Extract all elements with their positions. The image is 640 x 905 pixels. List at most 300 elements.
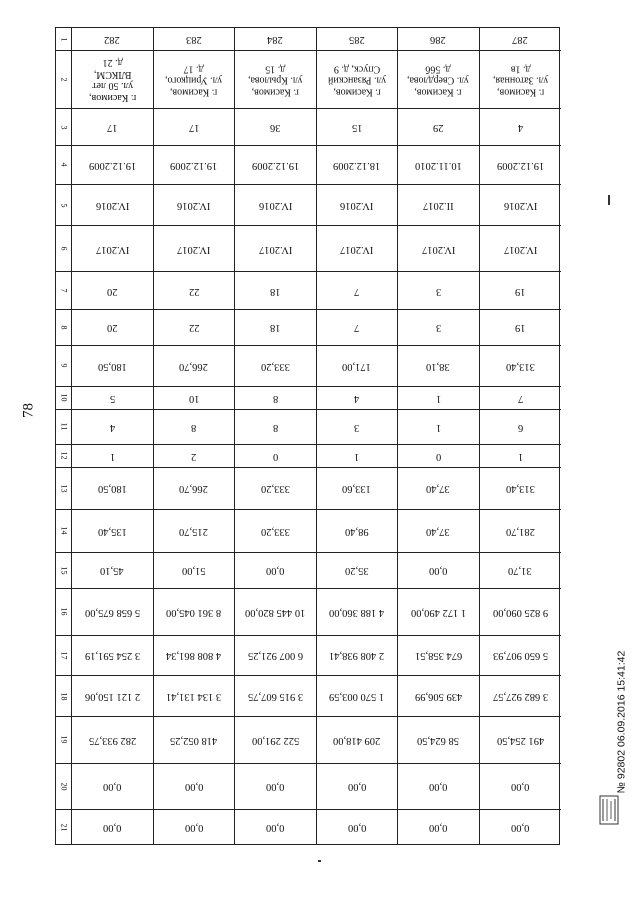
table-cell [317, 185, 398, 226]
table-cell [398, 185, 479, 226]
table-cell [154, 589, 235, 636]
table-cell [398, 272, 479, 309]
table-cell [317, 468, 398, 510]
cell-value: II.2017 [422, 200, 454, 212]
table-cell [154, 410, 235, 445]
cell-value: 35,20 [344, 565, 369, 577]
cell-value: 333,20 [260, 525, 290, 537]
cell-value: 2 [191, 450, 197, 462]
table-cell [480, 146, 562, 186]
cell-value: 1 570 003,59 [329, 691, 385, 703]
column-number [56, 676, 71, 717]
table-cell [235, 589, 316, 636]
column-number [56, 410, 71, 445]
table-cell [317, 146, 398, 186]
cell-value: 7 [354, 285, 360, 297]
table-cell [72, 272, 153, 309]
table-cell [398, 676, 479, 717]
cell-value: 37,40 [426, 483, 451, 495]
column-number [56, 553, 71, 589]
cell-value: 10 [188, 392, 199, 404]
table-cell [235, 146, 316, 186]
cell-value: 171,00 [342, 360, 372, 372]
table-cell [154, 272, 235, 309]
cell-value: IV.2016 [177, 200, 211, 212]
table-cell [317, 636, 398, 677]
page-number: 78 [20, 403, 37, 418]
table-cell [317, 410, 398, 445]
table-cell [480, 109, 562, 145]
column-number [56, 51, 71, 109]
table-cell [72, 468, 153, 510]
cell-value: 282 933,75 [88, 734, 136, 746]
table-cell [398, 589, 479, 636]
table-cell [398, 636, 479, 677]
table-cell [398, 410, 479, 445]
column-number-text: 21 [59, 823, 68, 832]
table-cell [154, 676, 235, 717]
header-strip [56, 28, 72, 844]
column-number [56, 468, 71, 510]
cell-value: 18 [270, 322, 281, 334]
cell-value: 38,10 [426, 360, 451, 372]
table-cell [154, 445, 235, 468]
table-cell [235, 310, 316, 346]
table-cell [72, 109, 153, 145]
cell-value: 0,00 [266, 781, 285, 793]
table-cell [235, 226, 316, 273]
column-number-text: 6 [59, 246, 68, 251]
table-cell [235, 445, 316, 468]
table-cell [72, 810, 153, 844]
table-cell [72, 764, 153, 811]
cell-value: IV.2016 [503, 200, 537, 212]
table-cell [154, 553, 235, 589]
table-cell [72, 636, 153, 677]
cell-value: 215,70 [179, 525, 209, 537]
cell-value: 1 [435, 392, 441, 404]
cell-value: 0,00 [103, 781, 122, 793]
cell-value: 4 188 360,00 [329, 606, 385, 618]
table-cell [317, 445, 398, 468]
cell-value: 4 [109, 421, 115, 433]
table-cell [317, 310, 398, 346]
cell-value: 3 [354, 421, 360, 433]
cell-value: 180,50 [97, 483, 127, 495]
table-cell [154, 28, 235, 51]
table-cell [317, 553, 398, 589]
table-cell [317, 510, 398, 553]
column-number [56, 310, 71, 346]
cell-value: 20 [107, 322, 118, 334]
cell-value: 29 [433, 122, 444, 134]
table-cell [317, 51, 398, 109]
table-cell [235, 346, 316, 387]
cell-value: 3 134 131,41 [166, 691, 222, 703]
column-number [56, 185, 71, 226]
table-cell [235, 510, 316, 553]
cell-value: 45,10 [100, 565, 125, 577]
cell-value: 209 418,00 [333, 734, 381, 746]
cell-value: 19.12.2009 [496, 159, 544, 171]
table-cell [235, 676, 316, 717]
cell-value: 3 [435, 322, 441, 334]
table-row [398, 28, 480, 844]
table-cell [72, 146, 153, 186]
table-cell [72, 676, 153, 717]
cell-value: IV.2017 [503, 243, 537, 255]
cell-value: 19.12.2009 [170, 159, 218, 171]
table-cell [317, 387, 398, 410]
cell-value: 31,70 [508, 565, 533, 577]
cell-value: 8 [191, 421, 197, 433]
cell-value: 5 650 907,93 [492, 650, 548, 662]
cell-value: 133,60 [342, 483, 372, 495]
cell-value: 37,40 [426, 525, 451, 537]
cell-value: 0,00 [347, 781, 366, 793]
table-cell [398, 717, 479, 764]
table-cell [72, 185, 153, 226]
table-cell [72, 589, 153, 636]
table-cell [72, 510, 153, 553]
cell-value: 18.12.2009 [333, 159, 381, 171]
cell-value: 180,50 [97, 360, 127, 372]
cell-value: 17 [107, 122, 118, 134]
cell-value: 266,70 [179, 483, 209, 495]
data-table [55, 27, 560, 845]
table-cell [72, 387, 153, 410]
cell-value: IV.2017 [177, 243, 211, 255]
table-cell [154, 51, 235, 109]
column-number-text: 5 [59, 203, 68, 207]
table-cell [480, 226, 562, 273]
table-cell [398, 510, 479, 553]
table-cell [480, 28, 562, 51]
cell-value: 3 254 591,19 [84, 650, 140, 662]
table-cell [317, 346, 398, 387]
cell-value: 15 [351, 122, 362, 134]
table-cell [317, 764, 398, 811]
cell-value: 9 825 090,00 [492, 606, 548, 618]
table-cell [235, 810, 316, 844]
table-cell [480, 346, 562, 387]
seal-icon [598, 795, 620, 825]
table-cell [398, 764, 479, 811]
table-cell [72, 346, 153, 387]
cell-value: 18 [270, 285, 281, 297]
cell-value: IV.2017 [258, 243, 292, 255]
table-row [235, 28, 317, 844]
table-row [317, 28, 399, 844]
cell-value: 2 408 938,41 [329, 650, 385, 662]
cell-value: 22 [188, 322, 199, 334]
column-number [56, 636, 71, 677]
cell-value: 98,40 [344, 525, 369, 537]
table-cell [154, 146, 235, 186]
column-number [56, 717, 71, 764]
cell-value: 287 [512, 34, 529, 46]
column-number-text: 3 [59, 125, 68, 129]
column-number [56, 146, 71, 186]
cell-value: 0,00 [266, 565, 285, 577]
table-cell [317, 272, 398, 309]
cell-value: 3 915 607,75 [247, 691, 303, 703]
column-number-text: 13 [59, 484, 68, 493]
column-number-text: 14 [59, 526, 68, 535]
table-cell [235, 764, 316, 811]
table-cell [480, 810, 562, 844]
column-number [56, 109, 71, 145]
cell-value: 3 [435, 285, 441, 297]
table-cell [235, 553, 316, 589]
column-number-text: 10 [59, 393, 68, 402]
table-cell [480, 764, 562, 811]
cell-value: 5 [109, 392, 115, 404]
cell-value: 1 172 490,00 [410, 606, 466, 618]
cell-value: 285 [348, 34, 365, 46]
cell-value: 4 [517, 122, 523, 134]
cell-value: 2 121 150,06 [84, 691, 140, 703]
cell-value: 19.12.2009 [88, 159, 136, 171]
table-cell [398, 51, 479, 109]
cell-value: 20 [107, 285, 118, 297]
cell-value: 8 [272, 392, 278, 404]
address-text: г. Касимов, ул. Свердлова, д. 56б [407, 63, 470, 98]
cell-value: 491 254,50 [496, 734, 544, 746]
column-number [56, 764, 71, 811]
table-cell [480, 310, 562, 346]
table-cell [480, 272, 562, 309]
table-cell [398, 810, 479, 844]
column-number-text: 20 [59, 782, 68, 791]
column-number-text: 9 [59, 363, 68, 368]
column-number [56, 387, 71, 410]
table-cell [317, 676, 398, 717]
table-cell [480, 553, 562, 589]
table-cell [72, 445, 153, 468]
cell-value: 19.12.2009 [251, 159, 299, 171]
table-cell [72, 717, 153, 764]
cell-value: 0,00 [347, 822, 366, 834]
column-number-text: 19 [59, 735, 68, 744]
cell-value: 0,00 [429, 781, 448, 793]
cell-value: 284 [267, 34, 284, 46]
table-cell [398, 553, 479, 589]
table-cell [72, 28, 153, 51]
table-cell [317, 589, 398, 636]
cell-value: IV.2017 [340, 243, 374, 255]
cell-value: 7 [517, 392, 523, 404]
table-cell [480, 387, 562, 410]
cell-value: 4 808 861,34 [166, 650, 222, 662]
cell-value: 0,00 [511, 822, 530, 834]
table-cell [398, 28, 479, 51]
cell-value: 522 291,00 [251, 734, 299, 746]
table-cell [235, 410, 316, 445]
table-cell [317, 717, 398, 764]
table-cell [480, 510, 562, 553]
table-cell [398, 109, 479, 145]
table-cell [154, 468, 235, 510]
table-cell [72, 553, 153, 589]
cell-value: IV.2016 [258, 200, 292, 212]
table-cell [154, 387, 235, 410]
table-cell [480, 676, 562, 717]
cell-value: IV.2016 [340, 200, 374, 212]
cell-value: 1 [435, 421, 441, 433]
column-number-text: 18 [59, 692, 68, 701]
cell-value: 19 [515, 322, 526, 334]
column-number [56, 589, 71, 636]
cell-value: 282 [104, 34, 121, 46]
column-number [56, 510, 71, 553]
column-number [56, 226, 71, 273]
cell-value: 6 [517, 421, 523, 433]
table-cell [235, 28, 316, 51]
cell-value: 0,00 [511, 781, 530, 793]
column-number-text: 1 [59, 37, 68, 42]
column-number-text: 7 [59, 288, 68, 293]
table-cell [480, 589, 562, 636]
cell-value: 0,00 [103, 822, 122, 834]
table-cell [398, 387, 479, 410]
cell-value: 10.11.2010 [414, 159, 462, 171]
table-cell [154, 717, 235, 764]
table-cell [235, 51, 316, 109]
column-number-text: 12 [59, 451, 68, 460]
table-cell [235, 636, 316, 677]
address-text: г. Касимов, ул. 50 лет ВЛКСМ, д. 21 [88, 57, 136, 103]
table-cell [154, 346, 235, 387]
stamp-text: № 92802 06.09.2016 15:41:42 [615, 650, 628, 794]
column-number-text: 4 [59, 162, 68, 167]
cell-value: 6 007 921,25 [247, 650, 303, 662]
table-cell [72, 310, 153, 346]
cell-value: 22 [188, 285, 199, 297]
column-number-text: 16 [59, 607, 68, 616]
cell-value: 8 [272, 421, 278, 433]
table-cell [154, 764, 235, 811]
table-cell [72, 226, 153, 273]
cell-value: 0,00 [429, 565, 448, 577]
table-cell [317, 109, 398, 145]
cell-value: 0,00 [184, 822, 203, 834]
table-cell [480, 185, 562, 226]
table-cell [398, 310, 479, 346]
column-number-text: 17 [59, 651, 68, 660]
table-cell [235, 387, 316, 410]
address-text: г. Касимов, ул. Урицкого, д. 17 [165, 63, 223, 98]
cell-value: 58 624,50 [417, 734, 460, 746]
cell-value: 281,70 [505, 525, 535, 537]
column-number-text: 11 [58, 422, 68, 431]
cell-value: 10 445 820,00 [245, 606, 306, 618]
cell-value: 313,40 [505, 483, 535, 495]
table-cell [154, 510, 235, 553]
cell-value: 313,40 [505, 360, 535, 372]
table-cell [154, 310, 235, 346]
cell-value: 1 [517, 450, 523, 462]
table-cell [398, 146, 479, 186]
cell-value: 0 [272, 450, 278, 462]
table-cell [317, 226, 398, 273]
cell-value: 286 [430, 34, 447, 46]
cell-value: 418 052,25 [170, 734, 218, 746]
cell-value: 3 682 927,57 [492, 691, 548, 703]
table-cell [154, 185, 235, 226]
cell-value: 266,70 [179, 360, 209, 372]
cell-value: 7 [354, 322, 360, 334]
address-text: г. Касимов, ул. Затонная, д. 1в [492, 63, 548, 98]
table-cell [480, 410, 562, 445]
table-cell [480, 468, 562, 510]
column-number-text: 8 [59, 325, 68, 330]
table-cell [72, 51, 153, 109]
table-row [72, 28, 154, 844]
column-number-text: 2 [59, 77, 68, 82]
table-cell [317, 28, 398, 51]
cell-value: 4 [354, 392, 360, 404]
cell-value: 1 [109, 450, 115, 462]
table-cell [235, 185, 316, 226]
table-cell [480, 636, 562, 677]
cell-value: 0,00 [266, 822, 285, 834]
table-cell [235, 272, 316, 309]
cell-value: 283 [185, 34, 202, 46]
address-text: г. Касимов, ул. Крылова, д. 15 [248, 63, 303, 98]
column-number [56, 445, 71, 468]
column-number [56, 272, 71, 309]
table-cell [154, 226, 235, 273]
column-number [56, 28, 71, 51]
table-cell [235, 468, 316, 510]
cell-value: 0,00 [184, 781, 203, 793]
cell-value: IV.2016 [95, 200, 129, 212]
column-number [56, 346, 71, 387]
cell-value: 36 [270, 122, 281, 134]
table-cell [72, 410, 153, 445]
table-cell [398, 226, 479, 273]
cell-value: 0 [435, 450, 441, 462]
column-number-text: 15 [59, 566, 68, 575]
cell-value: IV.2017 [95, 243, 129, 255]
table-cell [235, 109, 316, 145]
cell-value: 5 658 675,00 [84, 606, 140, 618]
cell-value: 19 [515, 285, 526, 297]
cell-value: 333,20 [260, 483, 290, 495]
table-cell [480, 445, 562, 468]
table-cell [398, 468, 479, 510]
cell-value: 674 358,51 [414, 650, 462, 662]
table-cell [398, 445, 479, 468]
cell-value: 135,40 [97, 525, 127, 537]
cell-value: 8 361 045,00 [166, 606, 222, 618]
cell-value: 1 [354, 450, 360, 462]
table-cell [480, 51, 562, 109]
cell-value: 439 506,99 [414, 691, 462, 703]
table-cell [154, 109, 235, 145]
cell-value: 333,20 [260, 360, 290, 372]
table-cell [398, 346, 479, 387]
scan-mark [608, 195, 610, 205]
table-row [154, 28, 236, 844]
scan-mark [318, 860, 321, 862]
address-text: г. Касимов, ул. Рязанский Спуск, д. 9 [327, 63, 386, 98]
table-cell [480, 717, 562, 764]
cell-value: IV.2017 [421, 243, 455, 255]
table-cell [317, 810, 398, 844]
column-number [56, 810, 71, 844]
